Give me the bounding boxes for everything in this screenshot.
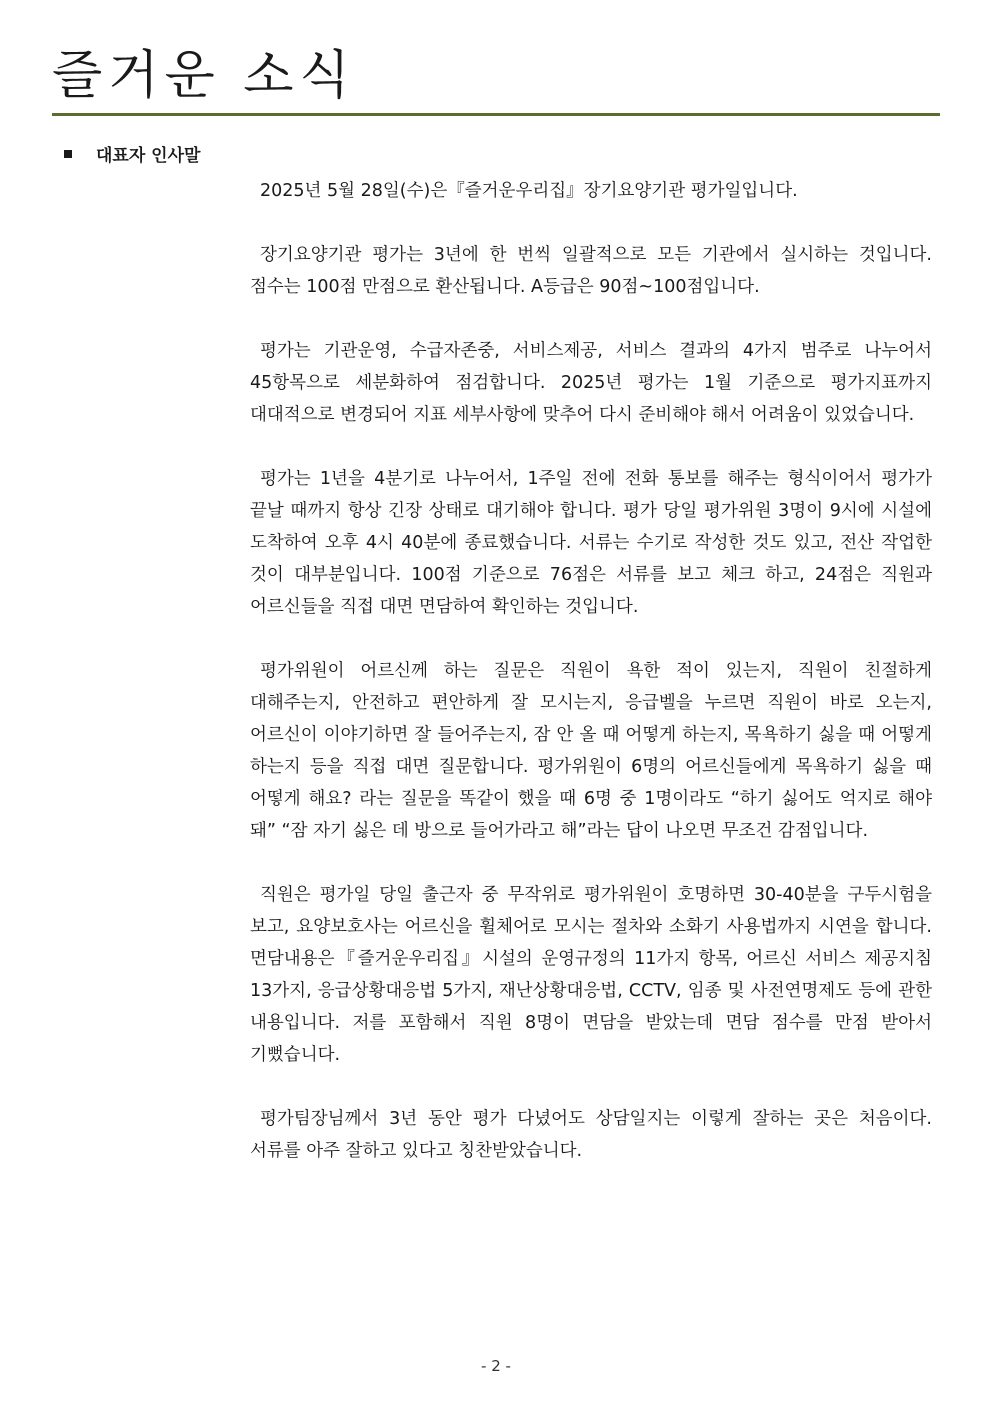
paragraph: 평가팀장님께서 3년 동안 평가 다녔어도 상담일지는 이렇게 잘하는 곳은 처음이다. 서류를 아주 잘하고 있다고 칭찬받았습니다. (250, 1109, 932, 1161)
square-bullet-icon (64, 150, 72, 158)
paragraph: 2025년 5월 28일(수)은『즐거운우리집』장기요양기관 평가일입니다. (260, 181, 798, 201)
section-heading-label: 대표자 인사말 (96, 146, 201, 166)
title-divider (52, 113, 940, 116)
section-heading (64, 141, 200, 166)
page-number: - 2 - (481, 1357, 511, 1375)
page-title: 즐거운 소식 (52, 46, 356, 106)
body-text (250, 175, 932, 1199)
paragraph: 평가는 1년을 4분기로 나누어서, 1주일 전에 전화 통보를 해주는 형식이어서 평가가 끝날 때까지 항상 긴장 상태로 대기해야 합니다. 평가 당일 평가위원 3명이 9시에 시설에 도착하여 오후 4시 40분에 종료했습니다. 서류는 수기로 작성한 것도 있고, 전산 작업한 것이 대부분입니다. 100점 기준으로 76점은 서류를 보고 체크 하고, 24점은 직원과 어르신들을 직접 대면 면담하여 확인하는 것입니다. (250, 469, 932, 617)
paragraph: 장기요양기관 평가는 3년에 한 번씩 일괄적으로 모든 기관에서 실시하는 것입니다. 점수는 100점 만점으로 환산됩니다. A등급은 90점~100점입니다. (250, 245, 932, 297)
paragraph: 평가는 기관운영, 수급자존중, 서비스제공, 서비스 결과의 4가지 범주로 나누어서 45항목으로 세분화하여 점검합니다. 2025년 평가는 1월 기준으로 평가지표까지 대대적으로 변경되어 지표 세부사항에 맞추어 다시 준비해야 해서 어려움이 있었습니다. (250, 341, 932, 425)
paragraph: 직원은 평가일 당일 출근자 중 무작위로 평가위원이 호명하면 30-40분을 구두시험을 보고, 요양보호사는 어르신을 휠체어로 모시는 절차와 소화기 사용법까지 시연을 합니다. 면담내용은『즐거운우리집』시설의 운영규정의 11가지 항목, 어르신 서비스 제공지침 13가지, 응급상황대응법 5가지, 재난상황대응법, CCTV, 임종 및 사전연명제도 등에 관한 내용입니다. 저를 포함해서 직원 8명이 면담을 받았는데 면담 점수를 만점 받아서 기뻤습니다. (250, 885, 932, 1065)
paragraph: 평가위원이 어르신께 하는 질문은 직원이 욕한 적이 있는지, 직원이 친절하게 대해주는지, 안전하고 편안하게 잘 모시는지, 응급벨을 누르면 직원이 바로 오는지, 어르신이 이야기하면 잘 들어주는지, 잠 안 올 때 어떻게 하는지, 목욕하기 싫을 때 어떻게 하는지 등을 직접 대면 질문합니다. 평가위원이 6명의 어르신들에게 목욕하기 싫을 때 어떻게 해요? 라는 질문을 똑같이 했을 때 6명 중 1명이라도 “하기 싫어도 억지로 해야 돼” “잠 자기 싫은 데 방으로 들어가라고 해”라는 답이 나오면 무조건 감점입니다. (250, 661, 932, 841)
